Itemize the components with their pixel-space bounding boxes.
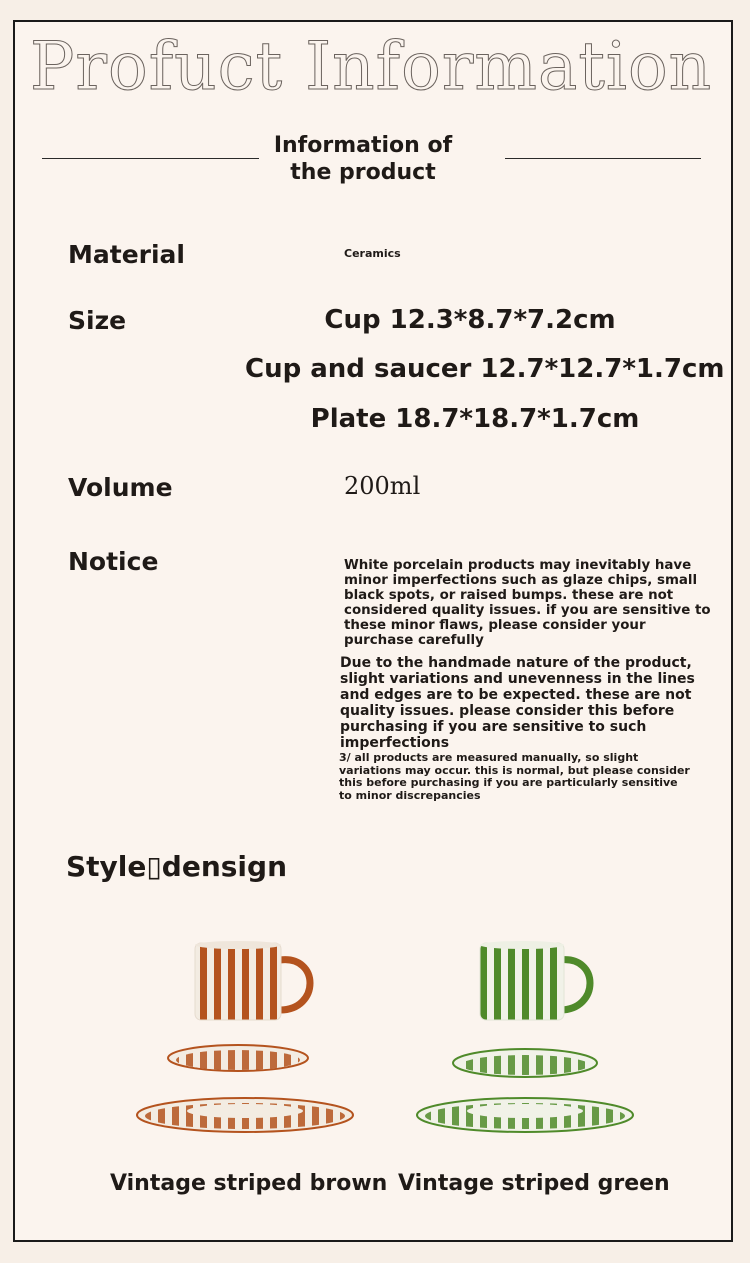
notice-paragraph-2: Due to the handmade nature of the product, slight variations and unevenness in the lines and edges are to be expected. these are not quality issues. please consider this before purchasing if you are sensitive to such imperfections: [340, 655, 695, 751]
section-title-line1: Information of: [273, 133, 453, 158]
size-line-saucer: Cup and saucer 12.7*12.7*1.7cm: [245, 354, 725, 384]
size-label: Size: [68, 306, 127, 335]
volume-value: 200ml: [344, 472, 421, 500]
volume-label: Volume: [68, 473, 173, 502]
green-set-image: [410, 935, 640, 1145]
size-line-cup: Cup 12.3*8.7*7.2cm: [324, 305, 616, 335]
caption-green: Vintage striped green: [398, 1171, 670, 1196]
notice-label: Notice: [68, 547, 159, 576]
title-rule-left: [42, 158, 259, 159]
main-title: Profuct Information: [30, 28, 713, 105]
notice-paragraph-3: 3/ all products are measured manually, so slight variations may occur. this is normal, but please consider this before purchasing if you are particularly sensitive to minor discrepancies: [339, 751, 690, 802]
notice-paragraph-1: White porcelain products may inevitably have minor imperfections such as glaze chips, small black spots, or raised bumps. these are not considered quality issues. if you are sensitive to these minor flaws, please consider your purchase carefully: [344, 558, 711, 648]
section-title-line2: the product: [290, 160, 436, 185]
size-line-plate: Plate 18.7*18.7*1.7cm: [310, 404, 640, 434]
style-label: Style▯densign: [66, 850, 288, 883]
brown-set-image: [130, 935, 360, 1145]
title-rule-right: [505, 158, 701, 159]
section-title: [268, 132, 458, 186]
material-value: Ceramics: [344, 247, 401, 260]
caption-brown: Vintage striped brown: [110, 1171, 388, 1196]
material-label: Material: [68, 240, 185, 269]
